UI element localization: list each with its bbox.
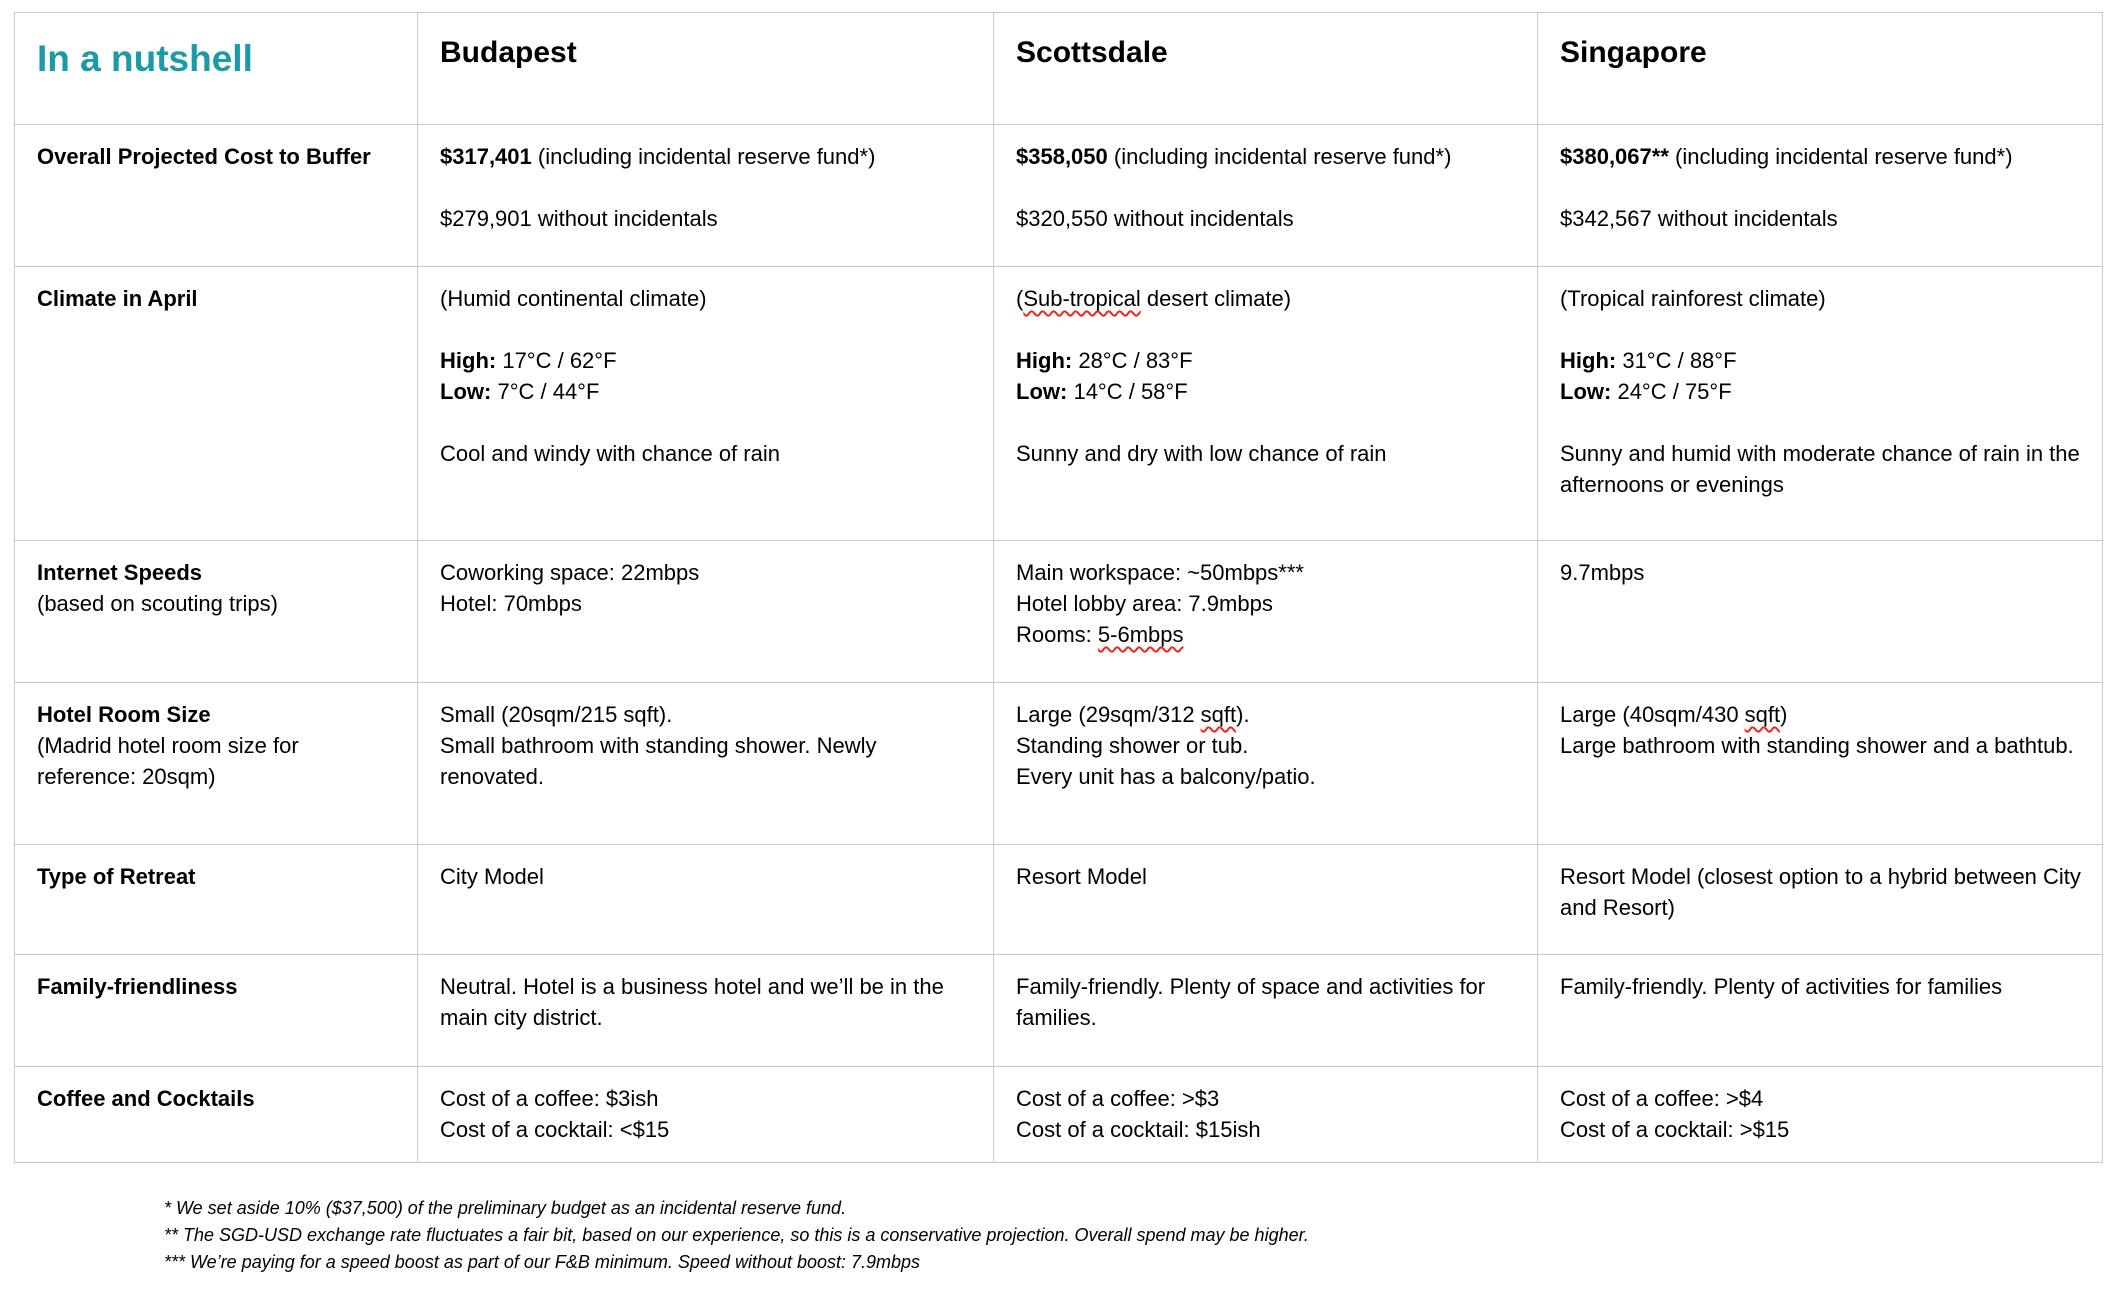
climate-low (1016, 376, 1517, 407)
family-note: Family-friendly. Plenty of activities for families (1560, 974, 2003, 999)
row-label-coffee (15, 1067, 418, 1163)
high-label: High: (1016, 348, 1073, 373)
low-value: 14°C / 58°F (1073, 379, 1188, 404)
hotel-detail-line: Small bathroom with standing shower. Newly renovated. (440, 733, 877, 789)
climate-description: Sunny and dry with low chance of rain (1016, 441, 1387, 466)
high-label: High: (1560, 348, 1617, 373)
cell-coffee-singapore (1538, 1067, 2103, 1163)
cost-with-incidentals (440, 141, 973, 172)
footnotes (164, 1195, 2120, 1276)
climate-type: (Tropical rainforest climate) (1560, 286, 1826, 311)
cell-retreat-budapest (418, 845, 994, 955)
row-label-cost (15, 125, 418, 267)
row-hotel (15, 683, 2103, 845)
cost-with-incidentals (1016, 141, 1517, 172)
row-climate (15, 267, 2103, 541)
row-label-hotel (15, 683, 418, 845)
cell-internet-budapest (418, 541, 994, 683)
cost-without-incidentals: $342,567 without incidentals (1560, 206, 1838, 231)
cell-coffee-scottsdale (994, 1067, 1538, 1163)
row-label-text (37, 557, 397, 588)
row-label-bold: Hotel Room Size (37, 702, 211, 727)
low-label: Low: (440, 379, 492, 404)
row-label-text (37, 699, 397, 730)
cost-amount-note: (including incidental reserve fund*) (1107, 144, 1452, 169)
cost-amount: $317,401 (440, 144, 532, 169)
cost-amount: $358,050 (1016, 144, 1108, 169)
family-note: Family-friendly. Plenty of space and activities for families. (1016, 974, 1486, 1030)
row-retreat (15, 845, 2103, 955)
row-label-climate (15, 267, 418, 541)
row-family (15, 955, 2103, 1067)
hotel-size-line (1016, 699, 1517, 730)
row-label-text: Coffee and Cocktails (37, 1086, 255, 1111)
family-note: Neutral. Hotel is a business hotel and we’ll be in the main city district. (440, 974, 944, 1030)
row-label-internet (15, 541, 418, 683)
cell-family-scottsdale (994, 955, 1538, 1067)
row-label-bold: Internet Speeds (37, 560, 203, 585)
column-header-label: Scottsdale (1016, 36, 1168, 69)
column-header-budapest (418, 13, 994, 125)
cost-with-incidentals (1560, 141, 2082, 172)
cost-amount: $380,067** (1560, 144, 1669, 169)
footnote-reserve-fund: * We set aside 10% ($37,500) of the preliminary budget as an incidental reserve fund. (164, 1198, 847, 1218)
row-label-text: Family-friendliness (37, 974, 238, 999)
cell-retreat-singapore (1538, 845, 2103, 955)
row-label-note: (based on scouting trips) (37, 591, 278, 616)
cocktail-cost-line: Cost of a cocktail: >$15 (1560, 1117, 1790, 1142)
cocktail-cost-line: Cost of a cocktail: $15ish (1016, 1117, 1261, 1142)
cell-family-budapest (418, 955, 994, 1067)
row-internet (15, 541, 2103, 683)
comparison-table (14, 12, 2103, 1163)
retreat-model: Resort Model (1016, 864, 1147, 889)
column-header-singapore (1538, 13, 2103, 125)
climate-description: Sunny and humid with moderate chance of rain in the afternoons or evenings (1560, 441, 2080, 497)
internet-line: Main workspace: ~50mbps*** (1016, 560, 1304, 585)
cell-climate-scottsdale (994, 267, 1538, 541)
hotel-size-prefix: Large (40sqm/430 (1560, 702, 1745, 727)
column-header-label: Budapest (440, 36, 577, 69)
row-label-family (15, 955, 418, 1067)
low-label: Low: (1560, 379, 1612, 404)
cell-cost-scottsdale (994, 125, 1538, 267)
cell-coffee-budapest (418, 1067, 994, 1163)
low-label: Low: (1016, 379, 1068, 404)
coffee-cost-line: Cost of a coffee: >$3 (1016, 1086, 1220, 1111)
cell-retreat-scottsdale (994, 845, 1538, 955)
hotel-detail-line: Every unit has a balcony/patio. (1016, 764, 1316, 789)
hotel-detail-line: Large bathroom with standing shower and a bathtub. (1560, 733, 2074, 758)
retreat-model: City Model (440, 864, 544, 889)
cell-internet-singapore (1538, 541, 2103, 683)
row-cost (15, 125, 2103, 267)
low-value: 24°C / 75°F (1617, 379, 1732, 404)
row-label-retreat (15, 845, 418, 955)
climate-type-open: ( (1016, 286, 1024, 311)
cell-hotel-budapest (418, 683, 994, 845)
hotel-size-prefix: Large (29sqm/312 (1016, 702, 1201, 727)
hotel-detail-line: Standing shower or tub. (1016, 733, 1249, 758)
document-page (0, 12, 2120, 1276)
column-header-label: Singapore (1560, 36, 1707, 69)
column-header-scottsdale (994, 13, 1538, 125)
climate-low (1560, 376, 2082, 407)
hotel-size-line (1560, 699, 2082, 730)
hotel-size-line: Small (20sqm/215 sqft). (440, 702, 673, 727)
cocktail-cost-line: Cost of a cocktail: <$15 (440, 1117, 670, 1142)
internet-line: Hotel lobby area: 7.9mbps (1016, 591, 1273, 616)
row-label-text: Overall Projected Cost to Buffer (37, 144, 371, 169)
cost-without-incidentals: $279,901 without incidentals (440, 206, 718, 231)
high-value: 31°C / 88°F (1622, 348, 1737, 373)
footnote-exchange-rate: ** The SGD-USD exchange rate fluctuates a fair bit, based on our experience, so this is a conservative projection. Overall spend may be higher. (164, 1225, 1309, 1245)
misspelled-word: sqft (1200, 702, 1237, 727)
table-title-cell (15, 13, 418, 125)
cell-cost-singapore (1538, 125, 2103, 267)
climate-type (1016, 283, 1517, 314)
internet-rooms-label: Rooms: (1016, 622, 1098, 647)
cell-hotel-singapore (1538, 683, 2103, 845)
misspelled-word: 5-6mbps (1097, 622, 1184, 647)
climate-high (440, 345, 973, 376)
high-label: High: (440, 348, 497, 373)
misspelled-word: sqft (1744, 702, 1781, 727)
cell-internet-scottsdale (994, 541, 1538, 683)
cell-climate-budapest (418, 267, 994, 541)
climate-high (1016, 345, 1517, 376)
high-value: 17°C / 62°F (502, 348, 617, 373)
cost-amount-note: (including incidental reserve fund*) (531, 144, 876, 169)
table-title: In a nutshell (37, 38, 253, 79)
row-label-text: Climate in April (37, 286, 198, 311)
footnote-speed-boost: *** We’re paying for a speed boost as part of our F&B minimum. Speed without boost: 7.9mbps (164, 1252, 921, 1272)
climate-type-rest: desert climate) (1140, 286, 1292, 311)
cost-without-incidentals: $320,550 without incidentals (1016, 206, 1294, 231)
cell-climate-singapore (1538, 267, 2103, 541)
cost-amount-note: (including incidental reserve fund*) (1668, 144, 2013, 169)
row-label-note: (Madrid hotel room size for reference: 20sqm) (37, 733, 299, 789)
cell-cost-budapest (418, 125, 994, 267)
cell-family-singapore (1538, 955, 2103, 1067)
low-value: 7°C / 44°F (497, 379, 600, 404)
internet-line: Hotel: 70mbps (440, 591, 582, 616)
internet-line: Coworking space: 22mbps (440, 560, 700, 585)
high-value: 28°C / 83°F (1078, 348, 1193, 373)
row-coffee (15, 1067, 2103, 1163)
climate-description: Cool and windy with chance of rain (440, 441, 780, 466)
row-label-text: Type of Retreat (37, 864, 196, 889)
internet-line: 9.7mbps (1560, 560, 1645, 585)
header-row (15, 13, 2103, 125)
climate-low (440, 376, 973, 407)
retreat-model: Resort Model (closest option to a hybrid between City and Resort) (1560, 864, 2081, 920)
hotel-size-suffix: ) (1780, 702, 1788, 727)
hotel-size-suffix: ). (1236, 702, 1250, 727)
climate-type: (Humid continental climate) (440, 286, 707, 311)
cell-hotel-scottsdale (994, 683, 1538, 845)
coffee-cost-line: Cost of a coffee: >$4 (1560, 1086, 1764, 1111)
misspelled-word: Sub-tropical (1023, 286, 1141, 311)
coffee-cost-line: Cost of a coffee: $3ish (440, 1086, 659, 1111)
climate-high (1560, 345, 2082, 376)
internet-line (1016, 619, 1517, 650)
